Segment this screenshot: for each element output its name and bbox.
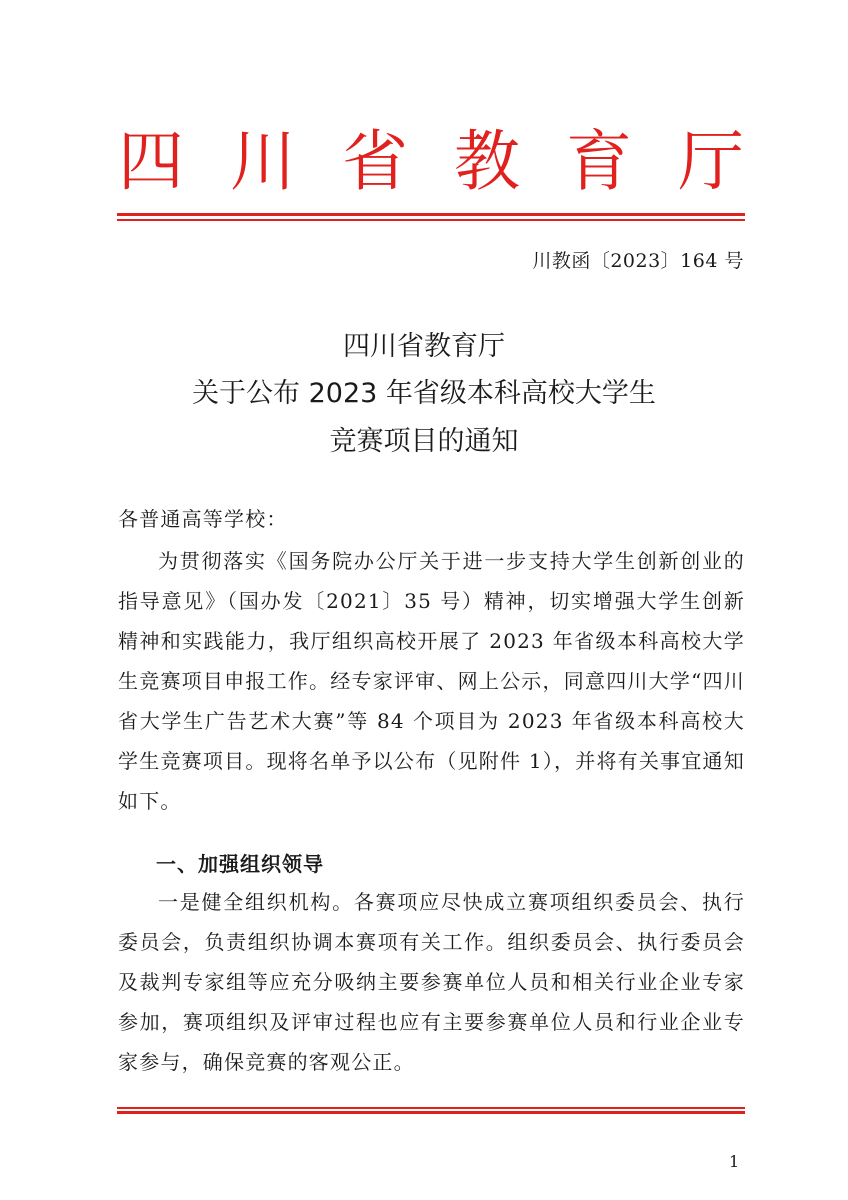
paragraph-intro: 为贯彻落实《国务院办公厅关于进一步支持大学生创新创业的指导意见》（国办发〔2021〕35 号）精神，切实增强大学生创新精神和实践能力，我厅组织高校开展了 2023 年省级本科高校大学生竞赛项目申报工作。经专家评审、网上公示，同意四川大学“四川省大学生广告艺术大赛”等 84 个项目为 2023 年省级本科高校大学生竞赛项目。现将名单予以公布（见附件 1），并将有关事宜通知如下。	[118, 549, 745, 813]
paragraph-section-1: 一是健全组织机构。各赛项应尽快成立赛项组织委员会、执行委员会，负责组织协调本赛项有关工作。组织委员会、执行委员会及裁判专家组等应充分吸纳主要参赛单位人员和相关行业企业专家参加，赛项组织及评审过程也应有主要参赛单位人员和行业企业专家参与，确保竞赛的客观公正。	[118, 890, 745, 1074]
title-line-3: 竞赛项目的通知	[329, 426, 519, 457]
section-heading-1: 一、加强组织领导	[156, 852, 324, 876]
masthead-char: 四	[118, 123, 184, 200]
title-line-2: 关于公布 2023 年省级本科高校大学生	[192, 378, 656, 409]
masthead-char: 教	[454, 123, 520, 200]
masthead-char: 川	[230, 123, 296, 200]
header-rule-thin	[117, 219, 745, 221]
page-number: 1	[729, 1152, 740, 1171]
footer-rule-thick	[117, 1111, 745, 1114]
masthead-char: 厅	[678, 123, 744, 200]
masthead-char: 育	[566, 123, 632, 200]
masthead-char: 省	[342, 123, 408, 200]
footer-rule-thin	[117, 1107, 745, 1109]
document-number: 川教函〔2023〕164 号	[532, 250, 744, 272]
header-rule-thick	[117, 213, 745, 216]
salutation: 各普通高等学校：	[118, 507, 288, 531]
masthead-title	[118, 122, 744, 202]
title-line-1: 四川省教育厅	[343, 331, 505, 362]
